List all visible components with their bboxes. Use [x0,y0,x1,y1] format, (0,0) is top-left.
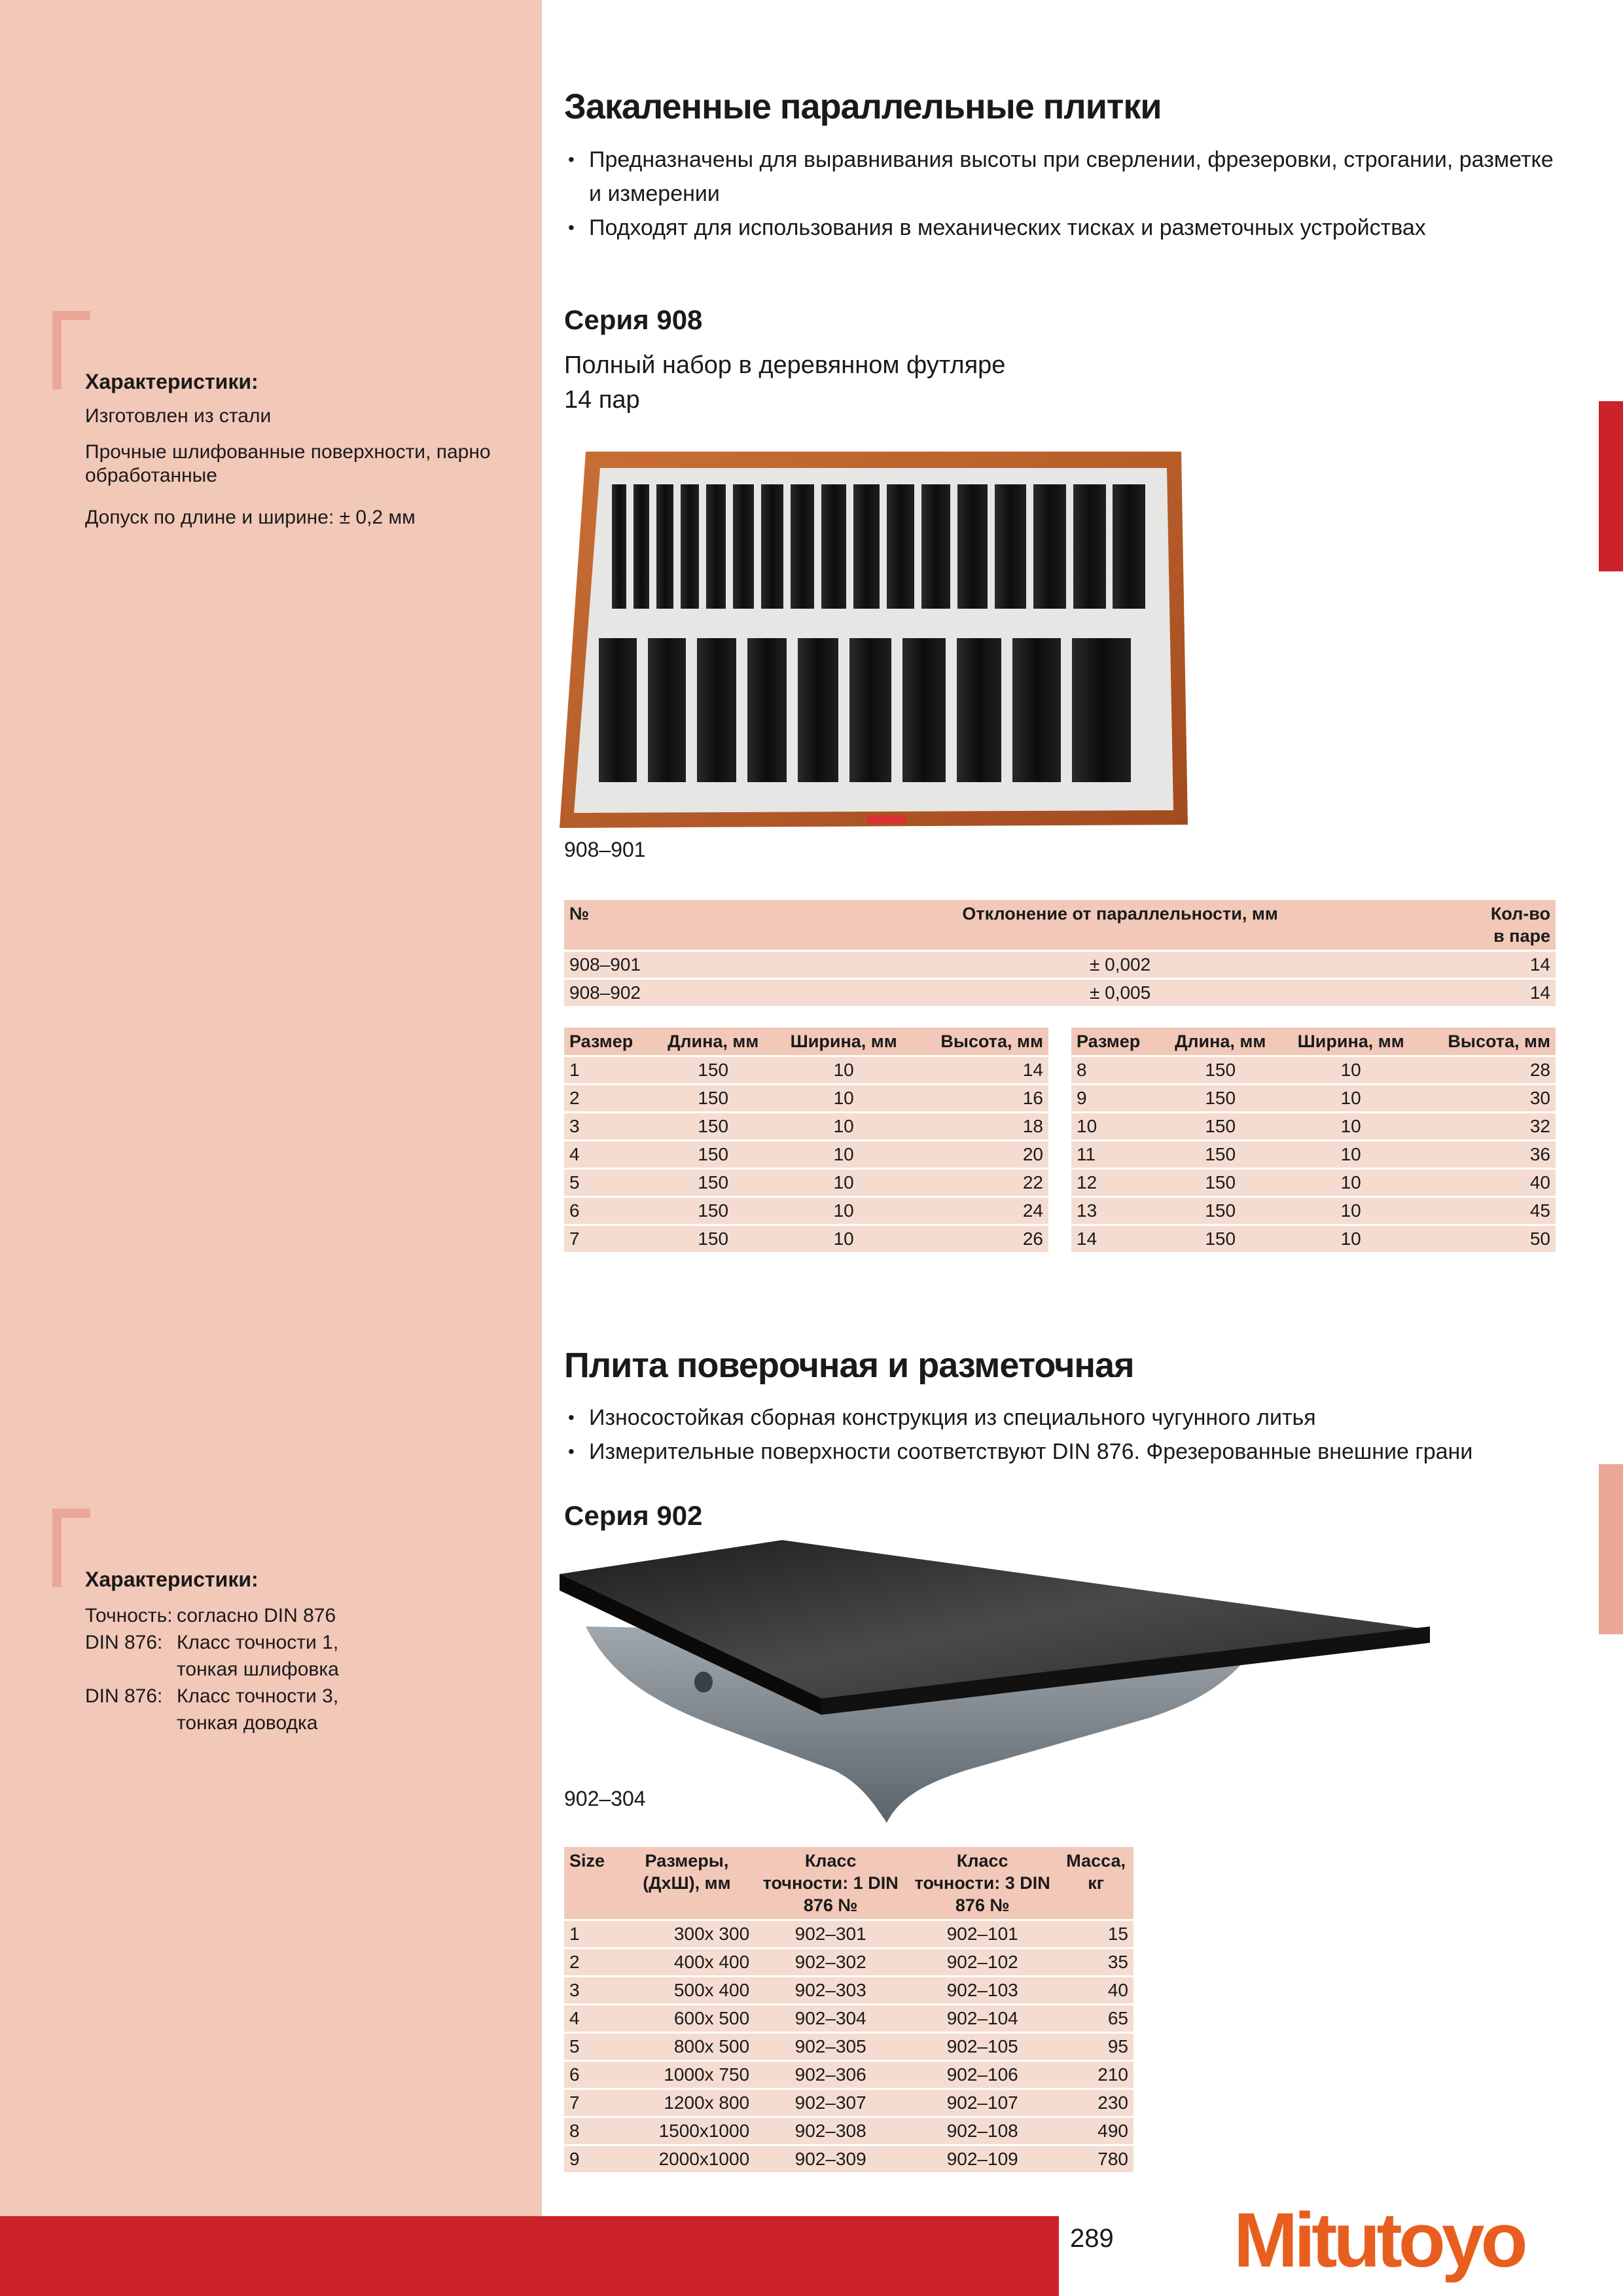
table-cell: 24 [914,1197,1048,1225]
table-cell: 2 [564,1948,619,1977]
table-header: Размер [1071,1028,1160,1056]
table-cell: 1000x 750 [619,2061,755,2089]
table-row [1071,1141,1556,1169]
table-cell: 30 [1421,1085,1556,1113]
table-row [564,1920,1133,1948]
feature-item: • Предназначены для выравнивания высоты при сверлении, фрезеровки, строгании, разметке и измерении [564,143,1559,211]
table-cell: 7 [564,2089,619,2117]
char-label: DIN 876: [85,1632,163,1653]
table-cell: 902–104 [906,2005,1058,2033]
table-cell: 902–307 [755,2089,906,2117]
table-row [564,1113,1048,1141]
table-cell: 26 [914,1225,1048,1253]
feature-item: • Износостойкая сборная конструкция из специального чугунного литья [564,1401,1559,1435]
characteristic-item: Прочные шлифованные поверхности, парно обработанные [85,441,491,486]
table-cell: 908–901 [564,951,760,979]
table-cell: 50 [1421,1225,1556,1253]
table-cell: 8 [1071,1056,1160,1085]
table-cell: 1 [564,1920,619,1948]
feature-item: • Подходят для использования в механических тисках и разметочных устройствах [564,211,1559,245]
table-row [564,2033,1133,2061]
table-cell: 150 [652,1225,774,1253]
char-label [85,1656,177,1683]
table-cell: ± 0,005 [760,979,1480,1007]
table-cell: 150 [1160,1113,1281,1141]
table-row [564,2145,1133,2173]
table-row [564,2089,1133,2117]
table-header: Масса, кг [1058,1847,1133,1920]
table-cell: 902–107 [906,2089,1058,2117]
table-cell: 902–109 [906,2145,1058,2173]
table-cell: 150 [1160,1056,1281,1085]
table-cell: 4 [564,1141,652,1169]
table-cell: 9 [1071,1085,1160,1113]
table-cell: 20 [914,1141,1048,1169]
table-cell: 600x 500 [619,2005,755,2033]
table-cell: 8 [564,2117,619,2145]
table-cell: ± 0,002 [760,951,1480,979]
table-cell: 800x 500 [619,2033,755,2061]
table-cell: 40 [1421,1169,1556,1197]
feature-list [564,143,1559,245]
table-row [564,1056,1048,1085]
table-cell: 10 [1281,1113,1421,1141]
table-cell: 10 [1281,1169,1421,1197]
table-cell: 902–308 [755,2117,906,2145]
table-cell: 9 [564,2145,619,2173]
table-cell: 902–108 [906,2117,1058,2145]
table-cell: 32 [1421,1113,1556,1141]
table-cell: 210 [1058,2061,1133,2089]
series-label: Серия 902 [564,1500,703,1531]
table-row [564,1225,1048,1253]
table-cell: 14 [1480,951,1556,979]
table-cell: 45 [1421,1197,1556,1225]
table-cell: 10 [774,1225,914,1253]
table-cell: 10 [774,1085,914,1113]
table-cell: 13 [1071,1197,1160,1225]
table-row [564,2005,1133,2033]
image-caption: 908–901 [564,838,646,861]
characteristics-title: Характеристики: [85,370,259,393]
table-header: № [564,900,760,951]
table-header: Размер [564,1028,652,1056]
table-cell: 150 [652,1113,774,1141]
page-number: 289 [1070,2224,1114,2253]
table-row [564,2117,1133,2145]
table-cell: 150 [652,1085,774,1113]
table-cell: 908–902 [564,979,760,1007]
table-cell: 902–106 [906,2061,1058,2089]
table-row [1071,1085,1556,1113]
char-value: тонкая доводка [177,1712,318,1734]
surface-plate-image [560,1535,1430,1836]
table-cell: 40 [1058,1977,1133,2005]
feature-list [564,1401,1559,1469]
table-cell: 22 [914,1169,1048,1197]
table-cell: 150 [1160,1197,1281,1225]
table-header: Ширина, мм [774,1028,914,1056]
table-cell: 902–301 [755,1920,906,1948]
table-cell: 10 [1071,1113,1160,1141]
table-cell: 15 [1058,1920,1133,1948]
table-cell: 10 [774,1113,914,1141]
table-row [1071,1197,1556,1225]
table-cell: 14 [1480,979,1556,1007]
table-cell: 95 [1058,2033,1133,2061]
table-cell: 150 [652,1169,774,1197]
table-cell: 902–309 [755,2145,906,2173]
parallelism-table [564,900,1556,1006]
table-cell: 902–303 [755,1977,906,2005]
table-header: Отклонение от параллельности, мм [760,900,1480,951]
section-title: Плита поверочная и разметочная [564,1346,1134,1385]
table-row [564,1085,1048,1113]
table-cell: 10 [1281,1141,1421,1169]
table-row [564,2061,1133,2089]
table-header: Высота, мм [1421,1028,1556,1056]
table-cell: 3 [564,1113,652,1141]
table-row [1071,1113,1556,1141]
table-header: Ширина, мм [1281,1028,1421,1056]
table-cell: 500x 400 [619,1977,755,2005]
table-cell: 150 [652,1056,774,1085]
table-cell: 10 [1281,1085,1421,1113]
table-cell: 10 [774,1056,914,1085]
table-cell: 3 [564,1977,619,2005]
footer-bar [0,2216,1059,2296]
table-cell: 2000x1000 [619,2145,755,2173]
table-cell: 150 [652,1197,774,1225]
table-header: Кол-во в паре [1480,900,1556,951]
characteristics-title: Характеристики: [85,1568,259,1591]
table-cell: 902–102 [906,1948,1058,1977]
table-cell: 902–105 [906,2033,1058,2061]
table-cell: 7 [564,1225,652,1253]
table-cell: 150 [652,1141,774,1169]
series-label: Серия 908 [564,304,703,335]
char-value: Класс точности 1, [177,1632,339,1653]
table-cell: 36 [1421,1141,1556,1169]
table-cell: 10 [1281,1225,1421,1253]
table-cell: 18 [914,1113,1048,1141]
product-subtitle: Полный набор в деревянном футляре [564,351,1006,379]
table-cell: 4 [564,2005,619,2033]
image-caption: 902–304 [564,1787,646,1810]
table-cell: 14 [914,1056,1048,1085]
table-row [1071,1169,1556,1197]
table-row [564,1977,1133,2005]
table-row [564,1169,1048,1197]
table-cell: 490 [1058,2117,1133,2145]
table-cell: 10 [1281,1197,1421,1225]
table-cell: 1200x 800 [619,2089,755,2117]
table-header: Длина, мм [1160,1028,1281,1056]
section-title: Закаленные параллельные плитки [564,87,1162,126]
table-cell: 10 [774,1141,914,1169]
table-cell: 150 [1160,1225,1281,1253]
table-row [564,1141,1048,1169]
table-cell: 35 [1058,1948,1133,1977]
table-cell: 2 [564,1085,652,1113]
table-cell: 16 [914,1085,1048,1113]
characteristics-grid [85,1602,399,1736]
table-cell: 300x 300 [619,1920,755,1948]
table-cell: 12 [1071,1169,1160,1197]
table-cell: 10 [774,1197,914,1225]
table-header: Длина, мм [652,1028,774,1056]
table-cell: 28 [1421,1056,1556,1085]
char-value: Класс точности 3, [177,1685,339,1707]
table-cell: 150 [1160,1169,1281,1197]
table-cell: 1 [564,1056,652,1085]
table-cell: 10 [774,1169,914,1197]
char-label: Точность: [85,1605,173,1626]
section-tab-pink [1599,1464,1623,1634]
table-row [564,1197,1048,1225]
table-cell: 902–305 [755,2033,906,2061]
char-label: DIN 876: [85,1685,163,1707]
table-cell: 14 [1071,1225,1160,1253]
table-cell: 400x 400 [619,1948,755,1977]
table-row [1071,1056,1556,1085]
table-cell: 10 [1281,1056,1421,1085]
section-tab-red [1599,401,1623,571]
table-cell: 5 [564,1169,652,1197]
table-header: Класс точности: 1 DIN 876 № [755,1847,906,1920]
characteristic-item: Допуск по длине и ширине: ± 0,2 мм [85,507,416,528]
feature-item: • Измерительные поверхности соответствуют DIN 876. Фрезерованные внешние грани [564,1435,1559,1469]
table-row [564,979,1556,1007]
table-header: Класс точности: 3 DIN 876 № [906,1847,1058,1920]
characteristic-item: Изготовлен из стали [85,405,272,427]
brand-logo: Mitutoyo [1234,2197,1524,2284]
table-cell: 1500x1000 [619,2117,755,2145]
table-cell: 230 [1058,2089,1133,2117]
table-cell: 6 [564,1197,652,1225]
size-table-left [564,1028,1048,1252]
table-cell: 902–304 [755,2005,906,2033]
table-cell: 902–302 [755,1948,906,1977]
surface-plate-table [564,1847,1133,2172]
table-cell: 150 [1160,1085,1281,1113]
table-cell: 780 [1058,2145,1133,2173]
table-row [564,951,1556,979]
table-row [1071,1225,1556,1253]
size-table-right [1071,1028,1556,1252]
table-cell: 150 [1160,1141,1281,1169]
char-value: тонкая шлифовка [177,1659,339,1680]
product-subtitle: 14 пар [564,386,640,414]
table-cell: 11 [1071,1141,1160,1169]
table-header: Size [564,1847,619,1920]
table-cell: 5 [564,2033,619,2061]
table-cell: 902–101 [906,1920,1058,1948]
table-cell: 6 [564,2061,619,2089]
table-row [564,1948,1133,1977]
table-header: Размеры, (ДхШ), мм [619,1847,755,1920]
table-header: Высота, мм [914,1028,1048,1056]
table-cell: 65 [1058,2005,1133,2033]
table-cell: 902–103 [906,1977,1058,2005]
parallel-set-case-image [560,452,1188,838]
table-cell: 902–306 [755,2061,906,2089]
char-label [85,1710,177,1736]
char-value: согласно DIN 876 [177,1605,336,1626]
